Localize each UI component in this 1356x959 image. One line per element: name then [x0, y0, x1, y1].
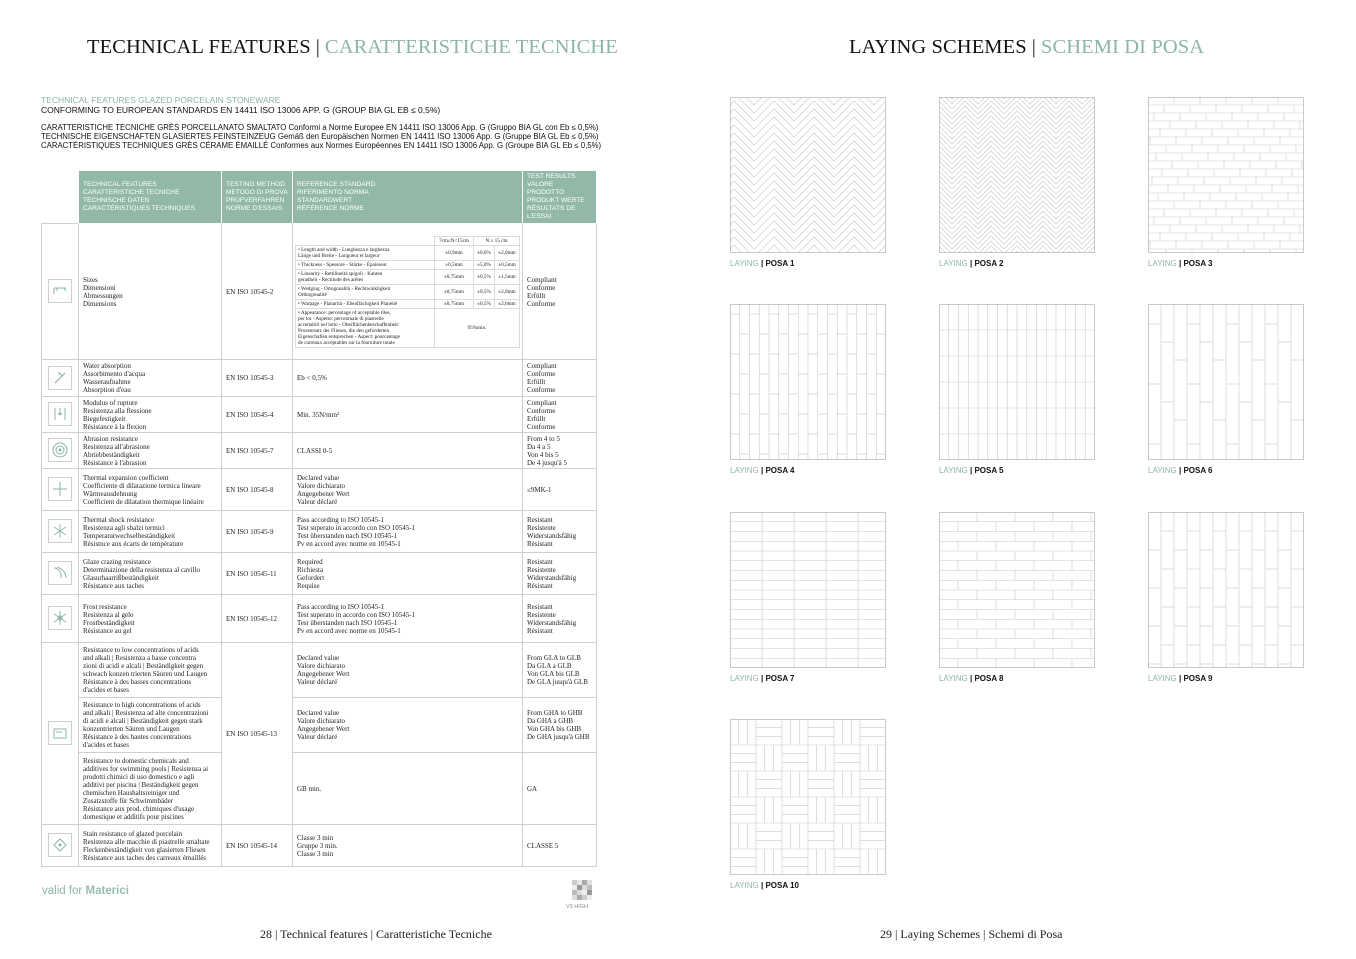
dimensions-subtable [295, 236, 520, 348]
v3-label: V3 HIGH [566, 904, 589, 910]
valid-for-note: valid for Materici [42, 885, 129, 897]
snowflake-icon [48, 606, 72, 630]
technical-features-table [41, 170, 597, 867]
title-separator: | [315, 36, 320, 58]
laying-pattern-image [730, 512, 886, 668]
dim-row: • Length and width - Lunghezza e larghezza Länge und Breite - Longueur et largeur ±0,9mm ±0,6% ±2,0mm [296, 245, 520, 260]
table-row-dimensions [42, 224, 597, 360]
header-blank [42, 171, 79, 224]
subtitle-green: TECHNICAL FEATURES GLAZED PORCELAIN STONEWARE [41, 95, 281, 105]
title-secondary: CARATTERISTICHE TECNICHE [324, 36, 618, 58]
table-row-chemical: Resistance to domestic chemicals and additives for swimming pools | Resistenza ai prodotti chimici di uso domestico e agli additivi per piscina | Beständigkeit gegen chemischen Haushaltsreiniger und Zusatzstoffe für Schwimmbäder Résistance aux prod. chimiques d'usage domestique et additifs pour piscines GB min. GA [42, 753, 597, 825]
title-primary: TECHNICAL FEATURES [87, 36, 311, 58]
page-title-left [87, 36, 618, 59]
laying-pattern-image [939, 512, 1095, 668]
laying-pattern-image [1148, 512, 1304, 668]
stain-icon [48, 833, 72, 857]
caliper-icon [48, 279, 72, 303]
header-method: TESTING METHOD METODO DI PROVA PRÜFVERFAHREN NORME D'ESSAIS [222, 171, 293, 224]
page-title-right [849, 36, 1204, 59]
laying-pattern-image [1148, 97, 1304, 253]
flexion-arrows-icon [48, 402, 72, 426]
title-secondary: SCHEMI DI POSA [1040, 36, 1205, 58]
dim-row: • Linearity - Rettilineità spigoli - Kanten geradheit - Rectitude des arêtes ±0,75mm ±0,5% ±1,5mm [296, 269, 520, 284]
scheme-posa-2: LAYING | POSA 2 [939, 97, 1095, 268]
table-row-chemical: Resistance to high concentrations of acids and alkali | Resistenza ad alte concentrazioni di acidi e alcali | Beständigkeit gegen stark konzentrierten Säuren und Laugen Résistance à des hautes concentrations d'acides et bases Declared value Valore dichiarato Angegebener Wert Valeur déclaré From GHA to GHB Da GHA a GHB Von GHA bis GHB De GHA jusqu'à GHB [42, 698, 597, 753]
header-results: TEST RESULTS VALORE PRODOTTO PRODUKT WERTE RÉSULTATS DE L'ESSAI [523, 171, 597, 224]
table-row-chemical: Resistance to low concentrations of acids and alkali | Resistenza a basse concentra zioni di acidi e alcali | Beständigkeit gegen schwach konzen trierten Säuren und Laugen Résistance à des basses concentrations d'acides et bases EN ISO 10545-13 Declared value Valore dichiarato Angegebener Wert Valeur déclaré From GLA to GLB Da GLA a GLB Von GLA bis GLB De GLA jusqu'à GLB [42, 643, 597, 698]
crazing-icon [48, 561, 72, 585]
table-row: Water absorption Assorbimento d'acqua Wasseraufnahme Absorption d'eau EN ISO 10545-3 Eb < 0,5% Compliant Conforme Erfüllt Conforme [42, 360, 597, 397]
thermal-shock-icon [48, 519, 72, 543]
scheme-posa-1: LAYING | POSA 1 [730, 97, 886, 268]
dim-row: • Wedging - Ortogonalità - Rechtwinkligkeit Orthogonalité ±0,75mm ±0,5% ±2,0mm [296, 284, 520, 299]
table-row: Glaze crazing resistance Determinazione della resistenza al cavillo Glasurhaarrißbeständigkeit Résistance aux taches EN ISO 10545-11 Required Richiesta Gefordert Requise Resistant Resistente Widerstandsfähig Résistant [42, 553, 597, 595]
method-dimensions: EN ISO 10545-2 [222, 224, 293, 360]
scheme-posa-6: LAYING | POSA 6 [1148, 304, 1304, 475]
dim-row-appearance: • Appearance: percentage of acceptable tiles, per lot - Aspetto: percentuale di piastrelle accettabili nel lotto - Oberflächenbeschaffenheit: Prozentsatz der Fliesen, die den geforderten Eigenschaften entsprechen - Aspect: pourcentage de carreaux acceptables sur la fourniture totale 95%min. [296, 308, 520, 347]
subtitle-translations [41, 123, 601, 150]
table-row: Thermal shock resistance Resistenza agli sbalzi termici Temperaturwechselbeständigkeit Résistnce aux écarts de température EN ISO 10545-9 Pass according to ISO 10545-1 Test superato in accordo con ISO 10545-1 Test überstanden nach ISO 10545-1 Pv en accord avec norme en 10545-1 Resistant Resistente Widerstandsfähig Résistant [42, 511, 597, 553]
dim-row: • Warpage - Planarità - Ebenflächigkeit Planéité ±0,75mm ±0,5% ±2,0mm [296, 299, 520, 308]
dim-row: • Thickness - Spessore - Stärke - Épaisseur ±0,5mm ±5,0% ±0,5mm [296, 260, 520, 269]
subtitle-conformity: CONFORMING TO EUROPEAN STANDARDS EN 14411 ISO 13006 APP. G (GROUP BIA GL EB ≤ 0,5%) [41, 105, 441, 115]
laying-pattern-image [730, 97, 886, 253]
abrasion-circles-icon [48, 438, 72, 462]
thermal-expansion-icon [48, 477, 72, 501]
footer-right: 29 | Laying Schemes | Schemi di Posa [880, 927, 1063, 941]
product-name: Materici [85, 885, 129, 897]
title-separator: | [1031, 36, 1036, 58]
subtitle-line: CARATTERISTICHE TECNICHE GRÈS PORCELLANATO SMALTATO Conformi a Norme Europee EN 14411 ISO 13006 App. G (Gruppo BIA GL con Eb ≤ 0,5%) [41, 123, 599, 132]
header-features: TECHNICAL FEATURES CARATTERISTICHE TECNICHE TECHNISCHE DATEN CARACTÉRISTIQUES TECHNIQUES [79, 171, 222, 224]
scheme-posa-4: LAYING | POSA 4 [730, 304, 886, 475]
laying-pattern-image [730, 304, 886, 460]
header-reference: REFERENCE STANDARD RIFERIMENTO NORMA STANDARDWERT RÉFÉRENCE NORME [293, 171, 523, 224]
table-row: Frost resistance Resistenza al gelo Frostbeständigkeit Résistance au gel EN ISO 10545-12 Pass according to ISO 10545-1 Test superato in accordo con ISO 10545-1 Test überstanden nach ISO 10545-1 Pv en accord avec norme en 10545-1 Resistant Resistente Widerstandsfähig Résistant [42, 595, 597, 643]
footer-left: 28 | Technical features | Caratteristiche Tecniche [260, 927, 492, 941]
laying-pattern-image [939, 97, 1095, 253]
scheme-posa-10: LAYING | POSA 10 [730, 719, 886, 890]
scheme-posa-9: LAYING | POSA 9 [1148, 512, 1304, 683]
table-row: Abrasion resistance Resistenza all'abrasione Abriebbeständigkeit Résistance à l'abrasion EN ISO 10545-7 CLASSI 0-5 From 4 to 5 Da 4 a 5 Von 4 bis 5 De 4 jusqu'à 5 [42, 433, 597, 469]
feature-dimensions: Sizes Dimensioni Abmessungen Dimensions [79, 224, 222, 360]
scheme-posa-5: LAYING | POSA 5 [939, 304, 1095, 475]
dim-col-b: N ≥ 15 cm [474, 236, 520, 245]
v3-variation-icon [572, 880, 592, 900]
subtitle-line: TECHNISCHE EIGENSCHAFTEN GLASIERTES FEINSTEINZEUG Gemäß den Europäischen Normen EN 14411 ISO 13006 App. G (Gruppe BIA GL Eb ≤ 0,5%) [41, 132, 599, 141]
water-drop-icon [48, 366, 72, 390]
table-row: Thermal expansion coefficient Coefficiente di dilatazione termica lineare Wärmeausdehnung Coefficient de dilatation thermique linéaire EN ISO 10545-8 Declared value Valore dichiarato Angegebener Wert Valeur déclaré ≤9MK-1 [42, 469, 597, 511]
chemical-icon [48, 721, 72, 745]
table-row-stain: Stain resistance of glazed porcelain Resistenza alle macchie di piastrelle smaltate Fleckenbeständigkeit von glasierten Fliesen Résistance aux taches des carreaux émaillés EN ISO 10545-14 Classe 3 min Gruppe 3 min. Classe 3 min CLASSE 5 [42, 825, 597, 867]
scheme-posa-8: LAYING | POSA 8 [939, 512, 1095, 683]
laying-pattern-image [730, 719, 886, 875]
scheme-posa-3: LAYING | POSA 3 [1148, 97, 1304, 268]
result-dimensions: Compliant Conforme Erfüllt Conforme [523, 224, 597, 360]
title-primary: LAYING SCHEMES [849, 36, 1027, 58]
laying-pattern-image [939, 304, 1095, 460]
laying-pattern-image [1148, 304, 1304, 460]
dim-header-row [296, 236, 520, 245]
subtitle-line: CARACTÉRISTIQUES TECHNIQUES GRÈS CÉRAME ÉMAILLÉ Conformes aux Normes Européennes EN 14411 ISO 13006 App. G (Groupe BIA GL Eb ≤ 0,5%) [41, 141, 602, 150]
scheme-posa-7: LAYING | POSA 7 [730, 512, 886, 683]
dim-col-a: 7cm≤N<15cm [434, 236, 473, 245]
method-chemical: EN ISO 10545-13 [222, 643, 293, 825]
table-row: Modulus of rupture Resistenza alla flessione Biegefestigkeit Résistance à la flexion EN ISO 10545-4 Min. 35N/mm² Compliant Conforme Erfüllt Conforme [42, 397, 597, 433]
